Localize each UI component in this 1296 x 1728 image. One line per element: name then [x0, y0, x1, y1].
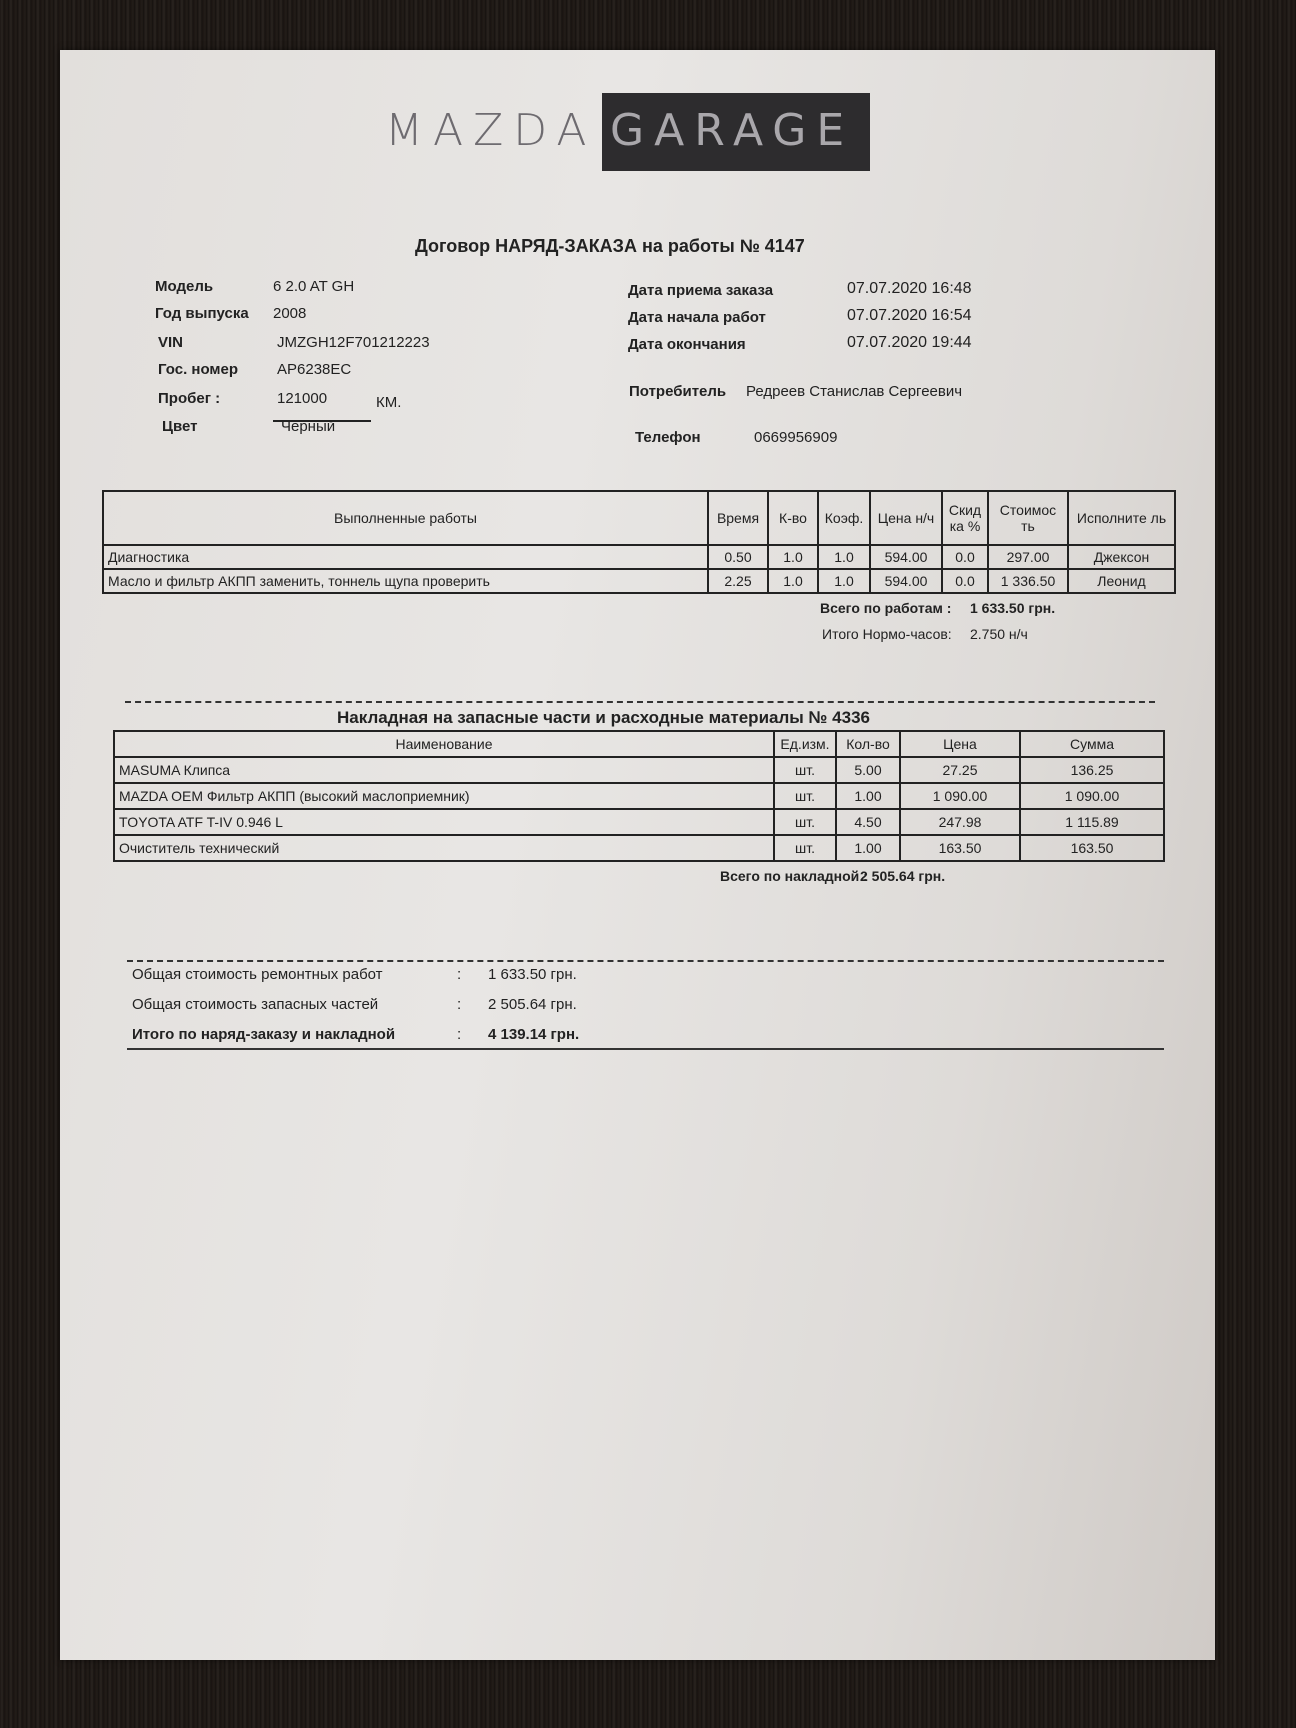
part-qty: 1.00 [836, 835, 900, 861]
part-qty: 4.50 [836, 809, 900, 835]
part-price: 163.50 [900, 835, 1020, 861]
document-page [60, 50, 1215, 1660]
work-cost: 297.00 [988, 545, 1068, 569]
model-value: 6 2.0 AT GH [273, 278, 355, 295]
parts-header: Кол-во [836, 731, 900, 757]
table-row [103, 569, 1175, 593]
separator-dashed [127, 960, 1164, 962]
plate-value: AP6238EC [277, 361, 352, 378]
logo-garage: GARAGE [610, 105, 855, 156]
part-unit: шт. [774, 757, 836, 783]
hours-value: 2.750 н/ч [970, 626, 1028, 642]
work-name: Масло и фильтр АКПП заменить, тоннель щупа проверить [103, 569, 708, 593]
works-header: Цена н/ч [870, 491, 942, 545]
works-table [102, 490, 1176, 594]
parts-table [113, 730, 1165, 862]
part-sum: 163.50 [1020, 835, 1164, 861]
work-executor: Леонид [1068, 569, 1175, 593]
customer-value: Редреев Станислав Сергеевич [746, 383, 963, 400]
separator-dashed [125, 701, 1155, 703]
phone-label: Телефон [635, 429, 701, 446]
work-executor: Джексон [1068, 545, 1175, 569]
works-header: Скид ка % [942, 491, 988, 545]
mileage-label: Пробег : [158, 390, 221, 407]
part-sum: 1 090.00 [1020, 783, 1164, 809]
parts-header: Ед.изм. [774, 731, 836, 757]
summary-colon: : [457, 1026, 462, 1043]
work-discount: 0.0 [942, 569, 988, 593]
work-qty: 1.0 [768, 569, 818, 593]
works-header: Коэф. [818, 491, 870, 545]
part-price: 1 090.00 [900, 783, 1020, 809]
part-price: 27.25 [900, 757, 1020, 783]
part-unit: шт. [774, 783, 836, 809]
mileage-unit: КМ. [376, 394, 402, 411]
order-title: Договор НАРЯД-ЗАКАЗА на работы № 4147 [415, 236, 805, 256]
part-name: TOYOTA ATF T-IV 0.946 L [114, 809, 774, 835]
summary-colon: : [457, 966, 462, 983]
table-row [114, 809, 1164, 835]
color-label: Цвет [162, 418, 198, 435]
table-row [114, 783, 1164, 809]
parts-total-label: Всего по накладной : [720, 868, 868, 884]
work-coef: 1.0 [818, 545, 870, 569]
work-cost: 1 336.50 [988, 569, 1068, 593]
hours-label: Итого Нормо-часов: [822, 626, 952, 642]
work-qty: 1.0 [768, 545, 818, 569]
summary-works-value: 1 633.50 грн. [488, 966, 577, 983]
work-rate: 594.00 [870, 545, 942, 569]
parts-total-value: 2 505.64 грн. [860, 868, 946, 884]
model-label: Модель [155, 278, 214, 295]
phone-value: 0669956909 [754, 429, 838, 446]
part-unit: шт. [774, 835, 836, 861]
summary-parts-label: Общая стоимость запасных частей [132, 996, 379, 1013]
end-label: Дата окончания [628, 336, 746, 353]
start-label: Дата начала работ [628, 309, 766, 326]
parts-header: Наименование [114, 731, 774, 757]
table-row [114, 757, 1164, 783]
customer-label: Потребитель [629, 383, 727, 400]
parts-header: Цена [900, 731, 1020, 757]
parts-header: Сумма [1020, 731, 1164, 757]
works-header: К-во [768, 491, 818, 545]
parts-header-row [114, 731, 1164, 757]
summary-parts-value: 2 505.64 грн. [488, 996, 577, 1013]
separator-solid [127, 1048, 1164, 1050]
end-value: 07.07.2020 19:44 [847, 334, 972, 351]
part-name: MASUMA Клипса [114, 757, 774, 783]
works-header: Исполните ль [1068, 491, 1175, 545]
year-label: Год выпуска [155, 305, 249, 322]
works-header: Выполненные работы [103, 491, 708, 545]
parts-title: Накладная на запасные части и расходные материалы № 4336 [337, 708, 871, 727]
works-total-label: Всего по работам : [820, 600, 952, 616]
part-price: 247.98 [900, 809, 1020, 835]
works-header-row [103, 491, 1175, 545]
work-discount: 0.0 [942, 545, 988, 569]
works-total-value: 1 633.50 грн. [970, 600, 1056, 616]
part-sum: 136.25 [1020, 757, 1164, 783]
summary-colon: : [457, 996, 462, 1013]
work-name: Диагностика [103, 545, 708, 569]
work-time: 2.25 [708, 569, 768, 593]
works-header: Стоимос ть [988, 491, 1068, 545]
part-name: Очиститель технический [114, 835, 774, 861]
part-unit: шт. [774, 809, 836, 835]
logo-mazda: MAZDA [385, 105, 597, 156]
mileage-value: 121000 [277, 390, 328, 407]
plate-label: Гос. номер [158, 361, 239, 378]
vin-value: JMZGH12F701212223 [277, 334, 430, 351]
part-name: MAZDA OEM Фильтр АКПП (высокий маслоприемник) [114, 783, 774, 809]
work-time: 0.50 [708, 545, 768, 569]
part-qty: 5.00 [836, 757, 900, 783]
table-row [103, 545, 1175, 569]
works-header: Время [708, 491, 768, 545]
vin-label: VIN [158, 334, 184, 351]
received-value: 07.07.2020 16:48 [847, 280, 972, 297]
summary-grand-label: Итого по наряд-заказу и накладной [132, 1026, 396, 1043]
table-row [114, 835, 1164, 861]
start-value: 07.07.2020 16:54 [847, 307, 972, 324]
work-rate: 594.00 [870, 569, 942, 593]
work-coef: 1.0 [818, 569, 870, 593]
part-qty: 1.00 [836, 783, 900, 809]
year-value: 2008 [273, 305, 307, 322]
summary-works-label: Общая стоимость ремонтных работ [132, 966, 383, 983]
received-label: Дата приема заказа [628, 282, 774, 299]
part-sum: 1 115.89 [1020, 809, 1164, 835]
summary-grand-value: 4 139.14 грн. [488, 1026, 580, 1043]
color-value: Черный [281, 418, 336, 435]
